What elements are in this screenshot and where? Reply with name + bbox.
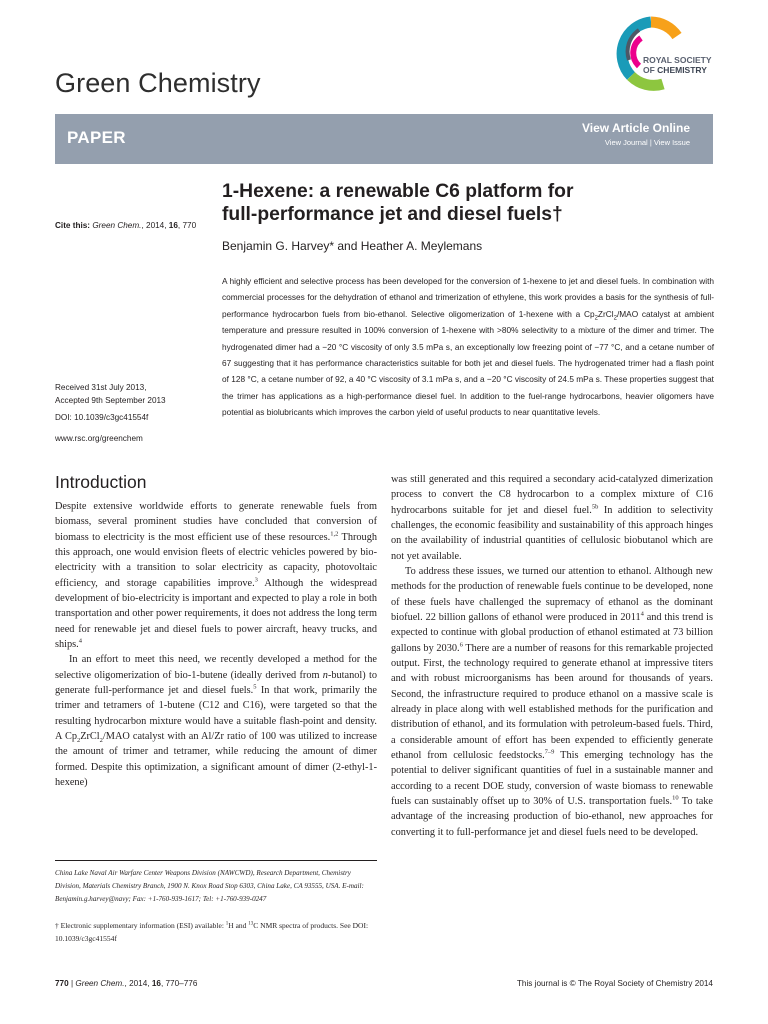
logo-arc-pink [633,38,641,66]
article-type: PAPER [67,128,126,147]
cite-this: Cite this: Green Chem., 2014, 16, 770 [55,221,197,230]
citation-ref[interactable]: 3 [254,576,258,584]
logo-arc-orange [651,22,677,36]
view-issue-link[interactable]: View Issue [653,138,690,147]
esi-footnote: † Electronic supplementary information (ESI) available: $^1$H and $^{13}$C NMR spectra of products. See DOI: 10.1039/c3gc41554f [55,921,369,943]
citation-ref[interactable]: 7–9 [544,748,555,756]
paragraph: was still generated and this required a secondary acid-catalyzed dimerization process to convert the C8 hydrocarbon to a complex mixture of C16 hydrocarbons suitable for jet and diesel fuel.$^{5b}$ In addition to selectivity challenges, the economic feasibility and sustainability of this approach hinges on the availability of industrial quantities of cellulosic biobutanol which are not yet available. [391,474,713,562]
view-journal-link[interactable]: View Journal [604,138,648,147]
rsc-logo [611,14,721,94]
footnote-divider [55,860,377,861]
citation-ref[interactable]: 5b [591,503,599,511]
doi[interactable]: DOI: 10.1039/c3gc41554f [55,413,149,422]
page-footer-citation: 770 | Green Chem., 2014, 16, 770–776 [55,979,198,988]
author-affiliation: China Lake Naval Air Warfare Center Weapons Division (NAWCWD), Research Department, Chemistry Division, Materials Chemistry Branch, 1900 N. Knox Road Stop 6303, China Lake, CA 93555, USA. E-mail: Benjamin.g.harvey@navy; Fax: +1-760-939-1617; Tel: +1-760-939-0247 [55,869,364,903]
title-line-2: full-performance jet and diesel fuels† [222,204,563,225]
logo-line1: ROYAL SOCIETY [643,55,712,65]
citation-ref[interactable]: 6 [459,641,463,649]
received-date: Received 31st July 2013, [55,383,147,392]
body-column-right [391,472,713,840]
section-heading-introduction: Introduction [55,472,147,492]
rsc-logo-icon [611,14,721,94]
citation-ref[interactable]: 4 [640,610,644,618]
accepted-date: Accepted 9th September 2013 [55,396,166,405]
view-article-online-link[interactable]: View Article Online [581,121,690,135]
citation-ref[interactable]: 1,2 [330,530,339,538]
article-type-band [55,114,713,164]
journal-name: Green Chemistry [55,68,261,98]
logo-line2: OF CHEMISTRY [643,64,707,75]
link-separator: | [647,138,654,147]
title-line-1: 1-Hexene: a renewable C6 platform for [222,181,574,202]
authors: Benjamin G. Harvey* and Heather A. Meylemans [222,239,483,253]
journal-links [605,138,690,147]
citation-ref[interactable]: 10 [672,794,679,802]
page-footer-copyright: This journal is © The Royal Society of Chemistry 2014 [516,979,713,988]
paragraph: Despite extensive worldwide efforts to generate renewable fuels from biomass, several prominent studies have concluded that conversion of biomass to electricity is the most efficient use of these resources.$^{1,2}$ Through this approach, one would envision fleets of electric vehicles powered by bio-electricity with a transition to solar electricity as capacity, photovoltaic efficiency, and storage capabilities improve.$^3$ Although the widespread development of bio-electricity is important and expected to play a role in both transportation and other power requirements, it does not address the long term need for renewable jet and diesel fuels to power aircraft, heavy trucks, and ships.$^4$ [55,501,377,650]
journal-url[interactable]: www.rsc.org/greenchem [55,434,143,443]
citation-ref[interactable]: 5 [253,683,257,691]
abstract: A highly efficient and selective process has been developed for the conversion of 1-hexene to jet and diesel fuels. In combination with commercial processes for the dehydration of ethanol and trimerization of ethylene, this work provides a basis for the synthesis of full-performance hydrocarbon fuels from bio-ethanol. Selective oligomerization of 1-hexene with a $Cp_2ZrCl_2$/MAO catalyst at ambient temperature and pressure resulted in 100% conversion of 1-hexene with >80% selectivity to a mixture of the dimer and trimer. The hydrogenated dimer had a −20 °C viscosity of only 3.5 mPa s, an exceptionally low freezing point of −77 °C, and a cetane number of 67 suggesting that it has performance characteristics suitable for both jet and diesel fuels. The hydrogenated trimer had a flash point of 128 °C, a cetane number of 92, a 40 °C viscosity of 3.1 mPa s, and a −20 °C viscosity of 24.5 mPa s. These properties suggest that the trimer has applications as a high-performance diesel fuel. In addition to the fuel-range hydrocarbons, heavier oligomers have potential as biolubricants which improves the carbon yield of useful products to near quantitative levels. [222,276,715,418]
citation-ref[interactable]: 4 [78,637,82,645]
body-column-left [55,499,377,790]
paragraph: In an effort to meet this need, we recently developed a method for the selective oligomerization of bio-1-butene (ideally derived from n-butanol) to generate full-performance jet and diesel fuels.$^5$ In that work, primarily the trimer and tetramers of 1-butene (C12 and C16), were targeted so that the resulting hydrocarbon mixture would have a suitable flash-point and density. A $Cp_2ZrCl_2$/MAO catalyst with an Al/Zr ratio of 100 was utilized to increase the amount of trimer and tetramer, while reducing the amount of dimer formed. Despite this optimization, a significant amount of dimer (2-ethyl-1-hexene) [55,654,377,788]
rsc-logo-text [643,56,712,75]
paragraph: To address these issues, we turned our attention to ethanol. Although new methods for the production of renewable fuels continue to be developed, none of these fuels have challenged the supremacy of ethanol as the dominant biofuel. 22 billion gallons of ethanol were produced in 2011$^4$ and this trend is expected to continue with global production of ethanol estimated at 73 billion gallons by 2030.$^6$ There are a number of reasons for this remarkable projected output. First, the technology required to generate ethanol at impressive titers and with robust microorganisms has been around for thousands of years. Second, the infrastructure required to produce ethanol on a massive scale is already in place along with well established methods for the purification and distribution of ethanol, and its formulation with petroleum-based fuels. Third, a considerable amount of effort has been expended to efficiently generate ethanol from cellulosic feedstocks.$^{7-9}$ This emerging technology has the potential to deliver significant quantities of fuel in a sustainable manner and according to a recent DOE study, conversion of waste biomass to renewable fuels can sustainably offset up to 30% of U.S. transportation fuels.$^{10}$ To take advantage of the increasing production of bio-ethanol, new approaches for converting it to full-performance jet and diesel fuels need to be developed. [391,565,713,838]
article-title [222,180,692,226]
logo-arc-green [631,76,663,85]
